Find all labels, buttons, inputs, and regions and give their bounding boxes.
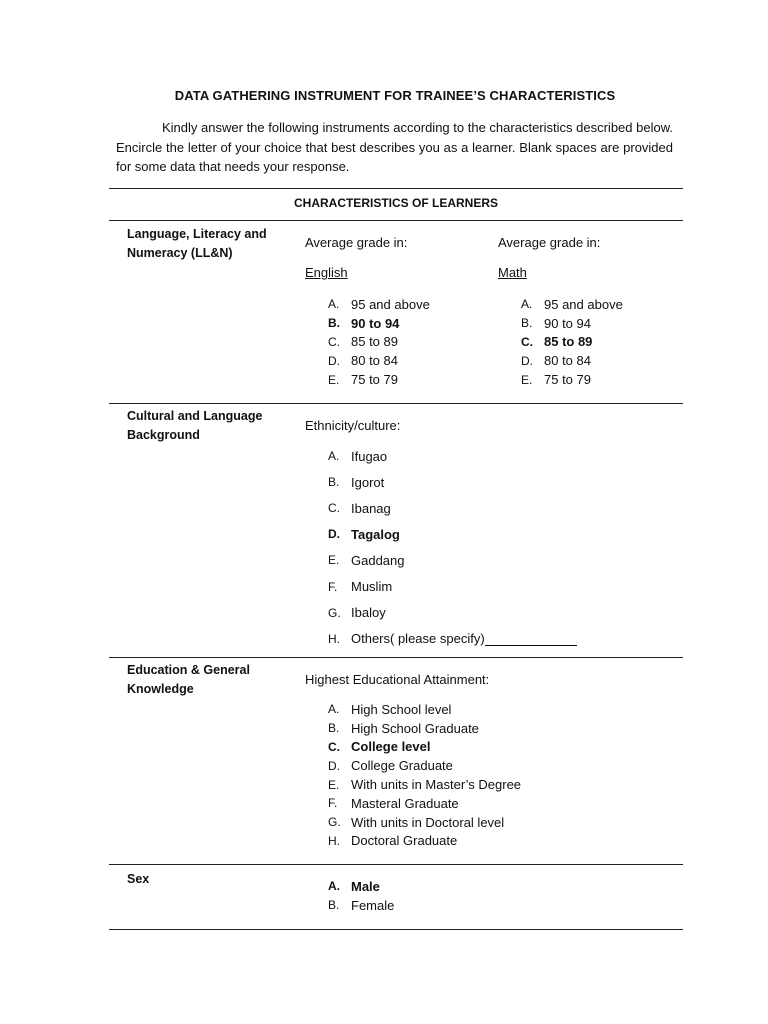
option-letter: B.: [328, 316, 340, 331]
option-letter: B.: [328, 721, 340, 736]
option-letter: D.: [328, 758, 340, 773]
option-item[interactable]: [328, 775, 521, 794]
row-divider: [109, 403, 683, 404]
option-letter: B.: [521, 316, 533, 331]
option-letter: A.: [328, 879, 340, 894]
table-bottom-rule: [109, 929, 683, 930]
option-item[interactable]: [328, 370, 430, 389]
row-label-education: [127, 661, 287, 699]
option-text: With units in Doctoral level: [351, 814, 505, 830]
intro-paragraph: [116, 118, 673, 177]
option-item[interactable]: [328, 573, 577, 599]
option-text: Others( please specify): [351, 631, 485, 647]
option-item[interactable]: [328, 351, 430, 370]
ethnicity-prompt: Ethnicity/culture:: [305, 418, 401, 433]
option-item[interactable]: [521, 333, 623, 352]
option-item[interactable]: [328, 443, 577, 469]
option-letter: A.: [328, 702, 340, 717]
row-label-line: Cultural and Language: [127, 409, 263, 423]
math-prompt: Average grade in:: [498, 235, 601, 250]
option-item[interactable]: [328, 521, 577, 547]
row-label-line: Numeracy (LL&N): [127, 246, 233, 260]
option-letter: A.: [521, 297, 533, 312]
option-text: College level: [351, 739, 431, 755]
option-item[interactable]: [328, 896, 394, 915]
option-item[interactable]: [328, 738, 521, 757]
header-rule: [109, 220, 683, 221]
sex-options: [328, 877, 394, 915]
row-label-line: Language, Literacy and: [127, 227, 267, 241]
option-item[interactable]: [328, 794, 521, 813]
row-label-culture: [127, 407, 287, 445]
option-item[interactable]: [328, 700, 521, 719]
table-top-rule: [109, 188, 683, 189]
option-letter: E.: [328, 777, 340, 792]
row-label-line: Knowledge: [127, 682, 194, 696]
education-options: [328, 700, 521, 850]
option-letter: G.: [328, 605, 341, 620]
option-item[interactable]: [521, 351, 623, 370]
option-item[interactable]: [328, 756, 521, 775]
option-text: High School Graduate: [351, 720, 479, 736]
option-letter: A.: [328, 449, 340, 464]
option-text: 75 to 79: [544, 372, 591, 388]
option-text: Doctoral Graduate: [351, 833, 458, 849]
option-text: 90 to 94: [544, 315, 591, 331]
option-text: Masteral Graduate: [351, 795, 459, 811]
option-letter: A.: [328, 297, 340, 312]
option-text: Igorot: [351, 474, 385, 490]
row-divider: [109, 657, 683, 658]
option-text: 80 to 84: [544, 353, 591, 369]
option-item[interactable]: [328, 832, 521, 851]
option-letter: C.: [521, 334, 533, 349]
option-item[interactable]: [328, 719, 521, 738]
option-item[interactable]: [328, 333, 430, 352]
option-text: 90 to 94: [351, 315, 400, 331]
education-prompt: Highest Educational Attainment:: [305, 672, 490, 687]
option-letter: H.: [328, 631, 340, 646]
option-letter: C.: [328, 501, 340, 516]
option-text: Ifugao: [351, 448, 388, 464]
option-item[interactable]: [328, 877, 394, 896]
option-text: College Graduate: [351, 758, 453, 774]
english-options: [328, 295, 430, 389]
option-text: High School level: [351, 701, 452, 717]
option-letter: C.: [328, 334, 340, 349]
option-text: 95 and above: [544, 296, 623, 312]
row-label-llm: [127, 225, 287, 263]
option-text: 75 to 79: [351, 372, 398, 388]
row-divider: [109, 864, 683, 865]
option-letter: G.: [328, 815, 341, 830]
option-text: 95 and above: [351, 296, 430, 312]
option-letter: B.: [328, 898, 340, 913]
option-item[interactable]: [328, 813, 521, 832]
option-text: Muslim: [351, 579, 393, 595]
row-label-sex: [127, 870, 287, 889]
option-text: Gaddang: [351, 552, 405, 568]
option-item[interactable]: [328, 600, 577, 626]
option-letter: D.: [328, 353, 340, 368]
option-text: Ibanag: [351, 500, 391, 516]
option-letter: E.: [521, 372, 533, 387]
option-letter: B.: [328, 475, 340, 490]
option-text: Ibaloy: [351, 605, 386, 621]
option-text: Tagalog: [351, 526, 400, 542]
option-letter: E.: [328, 553, 340, 568]
section-title: CHARACTERISTICS OF LEARNERS: [293, 196, 498, 210]
option-text: With units in Master’s Degree: [351, 777, 522, 793]
specify-blank-field[interactable]: [485, 632, 577, 646]
option-text: 85 to 89: [544, 334, 593, 350]
row-label-line: Education & General: [127, 663, 250, 677]
option-text: Male: [351, 878, 380, 894]
option-letter: H.: [328, 833, 340, 848]
option-item[interactable]: [328, 547, 577, 573]
option-text: 80 to 84: [351, 353, 398, 369]
option-letter: D.: [328, 527, 340, 542]
document-title: DATA GATHERING INSTRUMENT FOR TRAINEE’S CHARACTERISTICS: [174, 88, 616, 103]
option-item[interactable]: [521, 370, 623, 389]
english-subject: English: [305, 265, 348, 280]
option-letter: C.: [328, 739, 340, 754]
math-options: [521, 295, 623, 389]
option-text: Female: [351, 897, 395, 913]
option-letter: F.: [328, 579, 338, 594]
intro-text: Kindly answer the following instruments according to the characteristics described below. Encircle the letter of your choice that best describes you as a learner. Blank spaces are provided for some data that needs your response.: [116, 120, 673, 174]
option-item[interactable]: [328, 314, 430, 333]
option-item[interactable]: [328, 495, 577, 521]
option-item[interactable]: [328, 469, 577, 495]
option-item[interactable]: [328, 626, 577, 652]
english-prompt: Average grade in:: [305, 235, 408, 250]
option-item[interactable]: [521, 314, 623, 333]
option-letter: F.: [328, 796, 338, 811]
ethnicity-options: [328, 443, 577, 652]
row-label-line: Sex: [127, 872, 150, 886]
option-text: 85 to 89: [351, 334, 398, 350]
row-label-line: Background: [127, 428, 200, 442]
option-letter: E.: [328, 372, 340, 387]
math-subject: Math: [498, 265, 527, 280]
option-item[interactable]: [521, 295, 623, 314]
option-item[interactable]: [328, 295, 430, 314]
option-letter: D.: [521, 353, 533, 368]
